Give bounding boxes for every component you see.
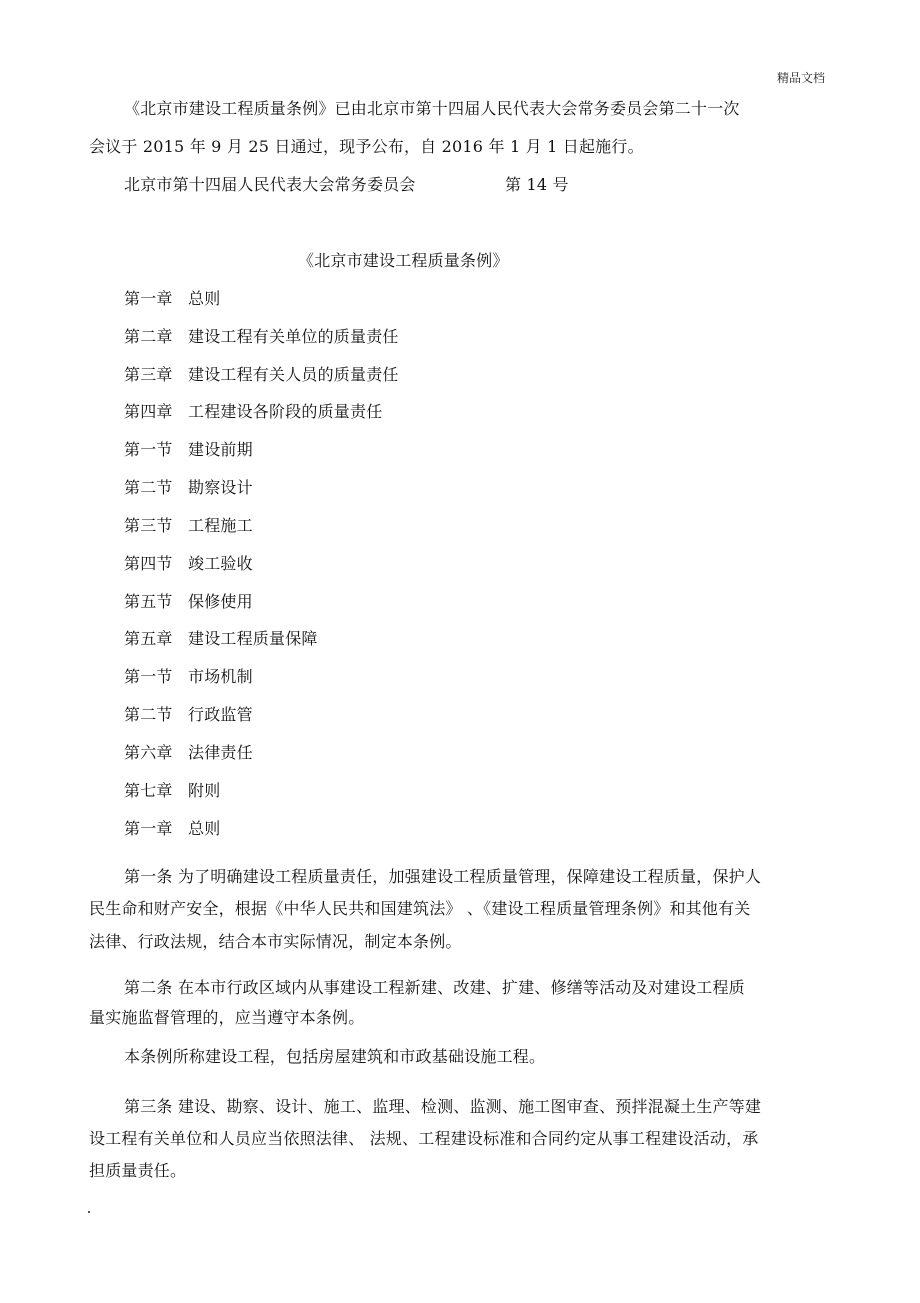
toc-item-tag: 第一章: [124, 289, 173, 308]
header-label: 精品文档: [776, 71, 825, 85]
toc-item-text: 建设工程质量保障: [188, 629, 318, 648]
toc-item: [124, 705, 253, 725]
toc-item-tag: 第三节: [124, 516, 173, 535]
toc-item: [124, 289, 220, 309]
toc-item-text: 市场机制: [188, 667, 253, 686]
toc-item: [124, 592, 253, 612]
toc-item: [124, 629, 318, 649]
toc-item-text: 建设工程有关单位的质量责任: [188, 327, 399, 346]
toc-item-text: 竣工验收: [188, 554, 253, 573]
toc-item-tag: 第五章: [124, 629, 173, 648]
article-2-paragraph-2: 本条例所称建设工程，包括房屋建筑和市政基础设施工程。: [124, 1047, 546, 1066]
toc-item-text: 建设工程有关人员的质量责任: [188, 365, 399, 384]
toc-item-tag: 第一节: [124, 667, 173, 686]
doc-title: 《北京市建设工程质量条例》: [298, 251, 509, 270]
article-3-line-1: 第三条 建设、勘察、设计、施工、监理、检测、监测、施工图审查、预拌混凝土生产等建: [124, 1097, 762, 1116]
toc-item-tag: 第一章: [124, 819, 173, 838]
page-mark-dot: [88, 1211, 90, 1213]
toc-item: [124, 667, 253, 687]
announcement-line-1: 《北京市建设工程质量条例》已由北京市第十四届人民代表大会常务委员会第二十一次: [124, 99, 740, 118]
toc-item: [124, 554, 253, 574]
toc-item-tag: 第七章: [124, 781, 173, 800]
announcement-number: 第 14 号: [505, 175, 569, 194]
toc-item-tag: 第三章: [124, 365, 173, 384]
announcement-signer: 北京市第十四届人民代表大会常务委员会: [124, 175, 416, 194]
article-1-line-1: 第一条 为了明确建设工程质量责任，加强建设工程质量管理，保障建设工程质量，保护人: [124, 867, 762, 886]
article-2-line-1: 第二条 在本市行政区域内从事建设工程新建、改建、扩建、修缮等活动及对建设工程质: [124, 978, 745, 997]
toc-item-tag: 第六章: [124, 743, 173, 762]
toc-item: [124, 781, 220, 801]
article-2-line-2: 量实施监督管理的，应当遵守本条例。: [89, 1008, 365, 1027]
toc-item: [124, 365, 399, 385]
toc-item-text: 总则: [188, 289, 221, 308]
toc-item-text: 行政监管: [188, 705, 253, 724]
toc-item: [124, 327, 399, 347]
toc-item: [124, 516, 253, 536]
toc-item: [124, 819, 220, 839]
article-1-line-3: 法律、行政法规，结合本市实际情况，制定本条例。: [89, 932, 462, 951]
toc-item-tag: 第二节: [124, 478, 173, 497]
toc-item-tag: 第二章: [124, 327, 173, 346]
toc-item-text: 保修使用: [188, 592, 253, 611]
toc-item: [124, 402, 382, 422]
toc-item-tag: 第四章: [124, 402, 173, 421]
toc-item-text: 建设前期: [188, 440, 253, 459]
toc-item: [124, 743, 253, 763]
toc-item-text: 法律责任: [188, 743, 253, 762]
toc-item-text: 工程建设各阶段的质量责任: [188, 402, 383, 421]
toc-item: [124, 478, 253, 498]
toc-item-tag: 第二节: [124, 705, 173, 724]
announcement-line-2: 会议于 2015 年 9 月 25 日通过，现予公布，自 2016 年 1 月 1 日起施行。: [89, 137, 644, 156]
toc-item-text: 勘察设计: [188, 478, 253, 497]
toc-item: [124, 440, 253, 460]
toc-item-tag: 第一节: [124, 440, 173, 459]
article-3-line-3: 担质量责任。: [89, 1161, 187, 1180]
toc-item-text: 附则: [188, 781, 221, 800]
article-1-line-2: 民生命和财产安全，根据《中华人民共和国建筑法》 、《建设工程质量管理条例》和其他有关: [89, 899, 751, 918]
toc-item-tag: 第五节: [124, 592, 173, 611]
article-3-line-2: 设工程有关单位和人员应当依照法律、 法规、工程建设标准和合同约定从事工程建设活动，承: [89, 1129, 759, 1148]
toc-item-text: 工程施工: [188, 516, 253, 535]
toc-item-tag: 第四节: [124, 554, 173, 573]
toc-item-text: 总则: [188, 819, 221, 838]
